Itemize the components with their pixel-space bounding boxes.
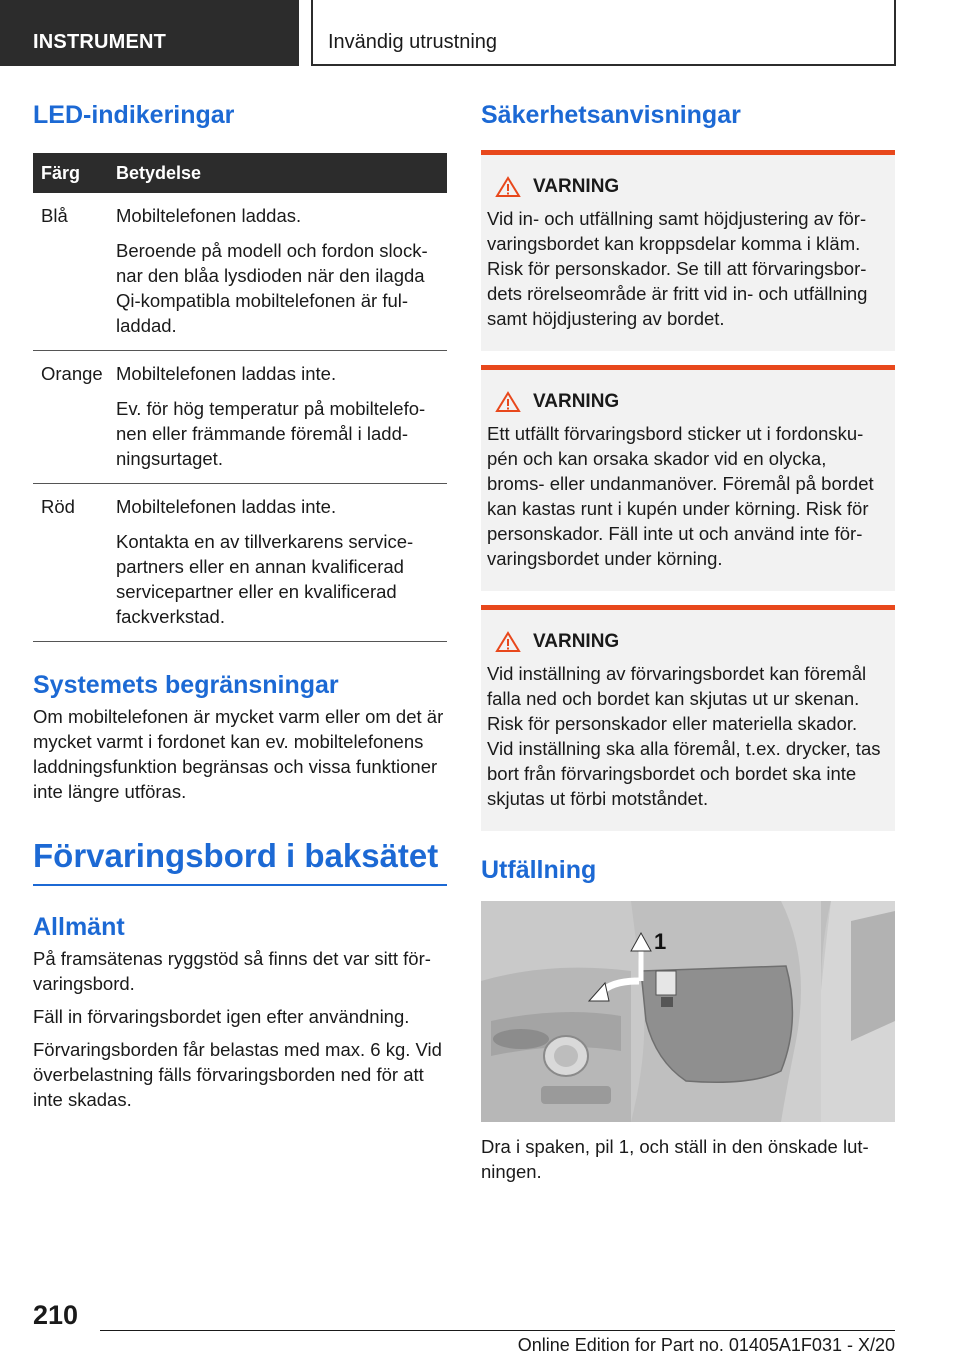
warning-label: VARNING [533, 631, 620, 652]
meaning-line: Mobiltelefonen laddas inte. [116, 363, 337, 384]
safety-title: Säkerhetsanvisningar [481, 101, 741, 129]
table-cell-color: Blå [33, 193, 116, 351]
header-chapter-tab [311, 0, 896, 66]
meaning-detail: Kontakta en av tillverkarens servicepartners eller en annan kvalificerad servicepartner eller en kvalificerad fackverkstad. [116, 531, 414, 627]
meaning-line: Mobiltelefonen laddas inte. [116, 496, 337, 517]
seatback-illustration [481, 901, 895, 1122]
photo-caption: Dra i spaken, pil 1, och ställ in den önskade lutningen. [481, 1136, 869, 1182]
storage-title: Förvaringsbord i baksätet [33, 837, 439, 874]
general-paragraph: Fäll in förvaringsbordet igen efter användning. [33, 1006, 410, 1027]
table-row [33, 484, 447, 642]
title-underline [33, 884, 447, 886]
warning-triangle-icon [495, 176, 521, 198]
warning-heading [487, 389, 887, 415]
limits-text: Om mobiltelefonen är mycket varm eller om det är mycket varmt i fordonet kan ev. mobiltelefonens laddningsfunktion begränsas och vissa funktioner inte längre utföras. [33, 706, 444, 802]
limits-title: Systemets begränsningar [33, 671, 339, 699]
table-cell-color: Röd [33, 484, 116, 642]
table-cell-color: Orange [33, 351, 116, 484]
general-paragraph: På framsätenas ryggstöd så finns det var sitt förvaringsbord. [33, 948, 431, 994]
table-cell-meaning [116, 484, 447, 642]
right-column [481, 98, 895, 1184]
unfold-title: Utfällning [481, 856, 597, 884]
warning-heading [487, 174, 887, 200]
led-table [33, 153, 447, 642]
footer-edition: Online Edition for Part no. 01405A1F031 - X/20 [517, 1335, 895, 1355]
meaning-detail: Beroende på modell och fordon slocknar den blåa lysdioden när den ilagda Qi-kompatibla mobiltelefonen är fulladdad. [116, 240, 428, 336]
meaning-detail: Ev. för hög temperatur på mobiltelefonen eller främmande föremål i laddningsurtaget. [116, 398, 426, 469]
table-header-meaning: Betydelse [116, 153, 447, 193]
left-column [33, 98, 447, 1112]
header-section-label: INSTRUMENT [33, 31, 167, 53]
warning-triangle-icon [495, 391, 521, 413]
table-cell-meaning [116, 193, 447, 351]
warning-label: VARNING [533, 391, 620, 412]
table-header-row [33, 153, 447, 193]
table-row [33, 351, 447, 484]
header-section-tab [0, 0, 299, 66]
table-cell-meaning [116, 351, 447, 484]
seatback-table-photo [481, 901, 895, 1122]
warning-label: VARNING [533, 176, 620, 197]
warning-heading [487, 629, 887, 655]
warning-triangle-icon [495, 631, 521, 653]
warning-text: Vid in- och utfällning samt höjdjustering av förvaringsbordet kan kroppsdelar komma i kläm. Risk för personskador. Se till att förvaringsbordets rörelseområde är fritt vid in- och utfällning samt höjdjustering av bordet. [487, 208, 868, 329]
table-row [33, 193, 447, 351]
warning-text: Ett utfällt förvaringsbord sticker ut i fordonskupén och kan orsaka skador vid en olycka, broms- eller undanmanöver. Föremål på bordet kan kastas runt i kupén under körning. Risk för personskador. Fäll inte ut och använd inte förvaringsbordet under körning. [487, 423, 874, 569]
footer-rule [100, 1330, 895, 1331]
warning-text: Vid inställning av förvaringsbordet kan föremål falla ned och bordet kan skjutas ut ur skenan. Risk för personskador eller materiella skador. Vid inställning ska alla föremål, t.ex. drycker, tas bort från förvaringsbordet och bordet ska inte skjutas ut förbi motståndet. [487, 663, 881, 809]
header-chapter-label: Invändig utrustning [328, 31, 498, 53]
general-title: Allmänt [33, 913, 125, 941]
table-header-color: Färg [33, 153, 116, 193]
warning-box [481, 150, 895, 351]
led-title: LED-indikeringar [33, 101, 235, 129]
warning-box [481, 605, 895, 831]
callout-number: 1 [654, 929, 667, 954]
warning-box [481, 365, 895, 591]
page-number: 210 [33, 1300, 79, 1330]
meaning-line: Mobiltelefonen laddas. [116, 205, 302, 226]
general-paragraph: Förvaringsborden får belastas med max. 6 kg. Vid överbelastning fälls förvaringsborden ned för att inte skadas. [33, 1039, 442, 1110]
